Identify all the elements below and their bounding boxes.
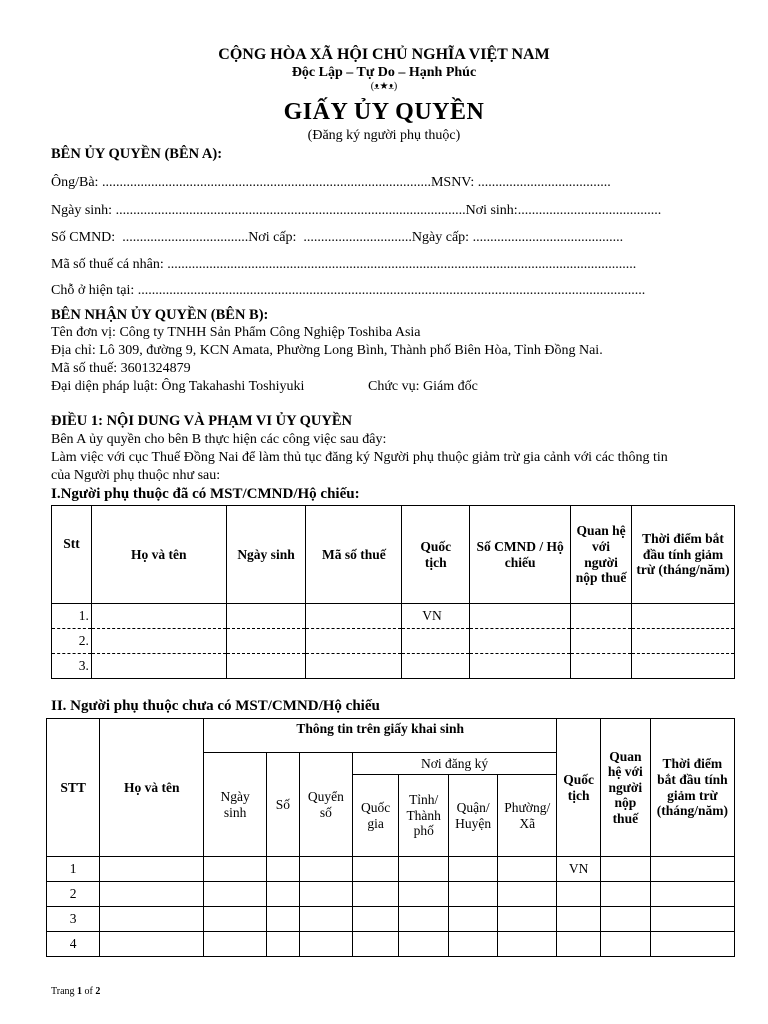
nationality-cell[interactable]	[557, 932, 601, 957]
table-row	[47, 907, 735, 932]
header-start-time: Thời điểm bắt đầu tính giảm trừ (tháng/năm)	[650, 719, 734, 857]
table1-heading: I.Người phụ thuộc đã có MST/CMND/Hộ chiếu:	[51, 486, 360, 502]
nationality-cell[interactable]	[402, 654, 470, 679]
header-name: Họ và tên	[91, 506, 226, 604]
name-cell[interactable]	[100, 907, 204, 932]
address-row	[51, 283, 645, 299]
province-cell[interactable]	[399, 907, 449, 932]
row-stt: 3.	[52, 654, 92, 679]
dob-cell[interactable]	[204, 907, 267, 932]
name-row	[51, 175, 611, 191]
tax-field[interactable]: ......................................................................................................................................	[167, 257, 637, 272]
name-label: Ông/Bà:	[51, 175, 99, 190]
name-cell[interactable]	[100, 857, 204, 882]
header-birth-cert-info: Thông tin trên giấy khai sinh	[204, 719, 557, 753]
relation-cell[interactable]	[600, 932, 650, 957]
table-row	[52, 604, 735, 629]
article1-line2: Làm việc với cục Thuế Đồng Nai để làm thủ tục đăng ký Người phụ thuộc giảm trừ gia cảnh với các thông tin	[51, 450, 668, 465]
country-cell[interactable]	[352, 857, 399, 882]
header-dob: Ngày sinh	[204, 753, 267, 857]
page-prefix: Trang	[51, 986, 75, 997]
dob-label: Ngày sinh:	[51, 203, 113, 218]
nationality-cell[interactable]: VN	[557, 857, 601, 882]
dob-cell[interactable]	[226, 629, 306, 654]
dob-field[interactable]: ....................................................................................................	[115, 203, 466, 218]
country-cell[interactable]	[352, 932, 399, 957]
header-tax-code: Mã số thuế	[306, 506, 402, 604]
ward-cell[interactable]	[498, 882, 557, 907]
start-cell[interactable]	[650, 882, 734, 907]
address-label: Chỗ ở hiện tại:	[51, 283, 135, 298]
number-cell[interactable]	[266, 882, 299, 907]
number-cell[interactable]	[266, 907, 299, 932]
party-b-representative: Đại diện pháp luật: Ông Takahashi Toshiyuki	[51, 379, 305, 394]
header-nationality: Quốc tịch	[557, 719, 601, 857]
document-title: GIẤY ỦY QUYỀN	[283, 99, 485, 125]
district-cell[interactable]	[449, 882, 498, 907]
id-cell[interactable]	[470, 629, 571, 654]
header-book-no: Quyển số	[299, 753, 352, 857]
row-stt: 3	[47, 907, 100, 932]
nationality-cell[interactable]	[557, 907, 601, 932]
party-b-unit: Tên đơn vị: Công ty TNHH Sản Phẩm Công Nghiệp Toshiba Asia	[51, 325, 421, 340]
id-row	[51, 230, 623, 246]
header-district: Quận/ Huyện	[449, 775, 498, 857]
nationality-cell[interactable]: VN	[402, 604, 470, 629]
name-field[interactable]: ..............................................................................................	[101, 175, 431, 190]
msnv-field[interactable]: ......................................	[477, 175, 611, 190]
issue-date-field[interactable]: ...........................................	[472, 230, 624, 245]
relation-cell[interactable]	[571, 654, 632, 679]
number-cell[interactable]	[266, 932, 299, 957]
ward-cell[interactable]	[498, 857, 557, 882]
district-cell[interactable]	[449, 857, 498, 882]
issue-place-field[interactable]: ...............................	[303, 230, 412, 245]
dob-cell[interactable]	[226, 654, 306, 679]
table-row	[52, 629, 735, 654]
ornament: (ᴥ★ᴥ)	[370, 81, 398, 92]
article1-line3: của Người phụ thuộc như sau:	[51, 468, 221, 483]
name-cell[interactable]	[100, 932, 204, 957]
id-field[interactable]: ....................................	[122, 230, 249, 245]
header-name: Họ và tên	[100, 719, 204, 857]
header-id-passport: Số CMND / Hộ chiếu	[470, 506, 571, 604]
book-cell[interactable]	[299, 907, 352, 932]
header-registration-place: Nơi đăng ký	[352, 753, 556, 775]
row-stt: 4	[47, 932, 100, 957]
province-cell[interactable]	[399, 882, 449, 907]
header-country: Quốc gia	[352, 775, 399, 857]
header-relation: Quan hệ với người nộp thuế	[600, 719, 650, 857]
district-cell[interactable]	[449, 907, 498, 932]
start-cell[interactable]	[650, 907, 734, 932]
header-ward: Phường/ Xã	[498, 775, 557, 857]
issue-date-label: Ngày cấp:	[411, 230, 470, 245]
pob-label: Nơi sinh:	[465, 203, 518, 218]
header-stt: STT	[47, 719, 100, 857]
province-cell[interactable]	[399, 857, 449, 882]
article1-line1: Bên A ủy quyền cho bên B thực hiện các công việc sau đây:	[51, 432, 387, 447]
dependents-without-id-table	[46, 718, 735, 957]
name-cell[interactable]	[91, 604, 226, 629]
id-cell[interactable]	[470, 604, 571, 629]
issue-place-label: Nơi cấp:	[248, 230, 297, 245]
name-cell[interactable]	[100, 882, 204, 907]
relation-cell[interactable]	[571, 629, 632, 654]
dob-row	[51, 203, 661, 219]
header-start-time: Thời điểm bắt đầu tính giảm trừ (tháng/năm)	[632, 506, 735, 604]
header-nationality: Quốc tịch	[402, 506, 470, 604]
relation-cell[interactable]	[600, 882, 650, 907]
row-stt: 2.	[52, 629, 92, 654]
relation-cell[interactable]	[600, 907, 650, 932]
party-a-heading: BÊN ỦY QUYỀN (BÊN A):	[51, 146, 223, 162]
table-row	[47, 882, 735, 907]
header-stt: Stt	[52, 506, 92, 604]
country-cell[interactable]	[352, 907, 399, 932]
page-total: 2	[95, 986, 101, 997]
start-cell[interactable]	[650, 932, 734, 957]
table-row	[47, 857, 735, 882]
relation-cell[interactable]	[571, 604, 632, 629]
dependents-with-id-table	[51, 505, 735, 679]
page-number: 1	[77, 986, 83, 997]
pob-field[interactable]: .........................................	[517, 203, 662, 218]
row-stt: 2	[47, 882, 100, 907]
tax-cell[interactable]	[306, 629, 402, 654]
tax-label: Mã số thuế cá nhân:	[51, 257, 164, 272]
page-of: of	[84, 986, 93, 997]
country-cell[interactable]	[352, 882, 399, 907]
id-label: Số CMND:	[51, 230, 116, 245]
national-motto: Độc Lập – Tự Do – Hạnh Phúc	[291, 65, 477, 80]
dob-cell[interactable]	[204, 932, 267, 957]
tax-cell[interactable]	[306, 604, 402, 629]
start-cell[interactable]	[632, 654, 735, 679]
header-relation: Quan hệ với người nộp thuế	[571, 506, 632, 604]
nationality-cell[interactable]	[557, 882, 601, 907]
page-footer	[51, 986, 100, 997]
province-cell[interactable]	[399, 932, 449, 957]
tax-row	[51, 257, 636, 273]
book-cell[interactable]	[299, 882, 352, 907]
party-b-position: Chức vụ: Giám đốc	[368, 379, 478, 394]
article1-heading: ĐIỀU 1: NỘI DUNG VÀ PHẠM VI ỦY QUYỀN	[51, 413, 353, 429]
dob-cell[interactable]	[204, 882, 267, 907]
row-stt: 1	[47, 857, 100, 882]
dob-cell[interactable]	[226, 604, 306, 629]
number-cell[interactable]	[266, 857, 299, 882]
dob-cell[interactable]	[204, 857, 267, 882]
row-stt: 1.	[52, 604, 92, 629]
address-field[interactable]: .................................................................................................................................................	[137, 283, 646, 298]
start-cell[interactable]	[650, 857, 734, 882]
table-row	[47, 932, 735, 957]
name-cell[interactable]	[91, 654, 226, 679]
document-subtitle: (Đăng ký người phụ thuộc)	[307, 128, 461, 143]
header-dob: Ngày sinh	[226, 506, 306, 604]
district-cell[interactable]	[449, 932, 498, 957]
header-province: Tỉnh/ Thành phố	[399, 775, 449, 857]
id-cell[interactable]	[470, 654, 571, 679]
start-cell[interactable]	[632, 604, 735, 629]
party-b-heading: BÊN NHẬN ỦY QUYỀN (BÊN B):	[51, 307, 269, 323]
nationality-cell[interactable]	[402, 629, 470, 654]
book-cell[interactable]	[299, 857, 352, 882]
party-b-tax: Mã số thuế: 3601324879	[51, 361, 191, 376]
table-row	[52, 654, 735, 679]
tax-cell[interactable]	[306, 654, 402, 679]
ward-cell[interactable]	[498, 932, 557, 957]
party-b-address: Địa chỉ: Lô 309, đường 9, KCN Amata, Phường Long Bình, Thành phố Biên Hòa, Tỉnh Đồng Nai.	[51, 343, 603, 358]
start-cell[interactable]	[632, 629, 735, 654]
msnv-label: MSNV:	[430, 175, 475, 190]
country-name: CỘNG HÒA XÃ HỘI CHỦ NGHĨA VIỆT NAM	[218, 46, 550, 63]
name-cell[interactable]	[91, 629, 226, 654]
table2-heading: II. Người phụ thuộc chưa có MST/CMND/Hộ chiếu	[51, 698, 380, 714]
book-cell[interactable]	[299, 932, 352, 957]
relation-cell[interactable]	[600, 857, 650, 882]
header-number: Số	[266, 753, 299, 857]
ward-cell[interactable]	[498, 907, 557, 932]
